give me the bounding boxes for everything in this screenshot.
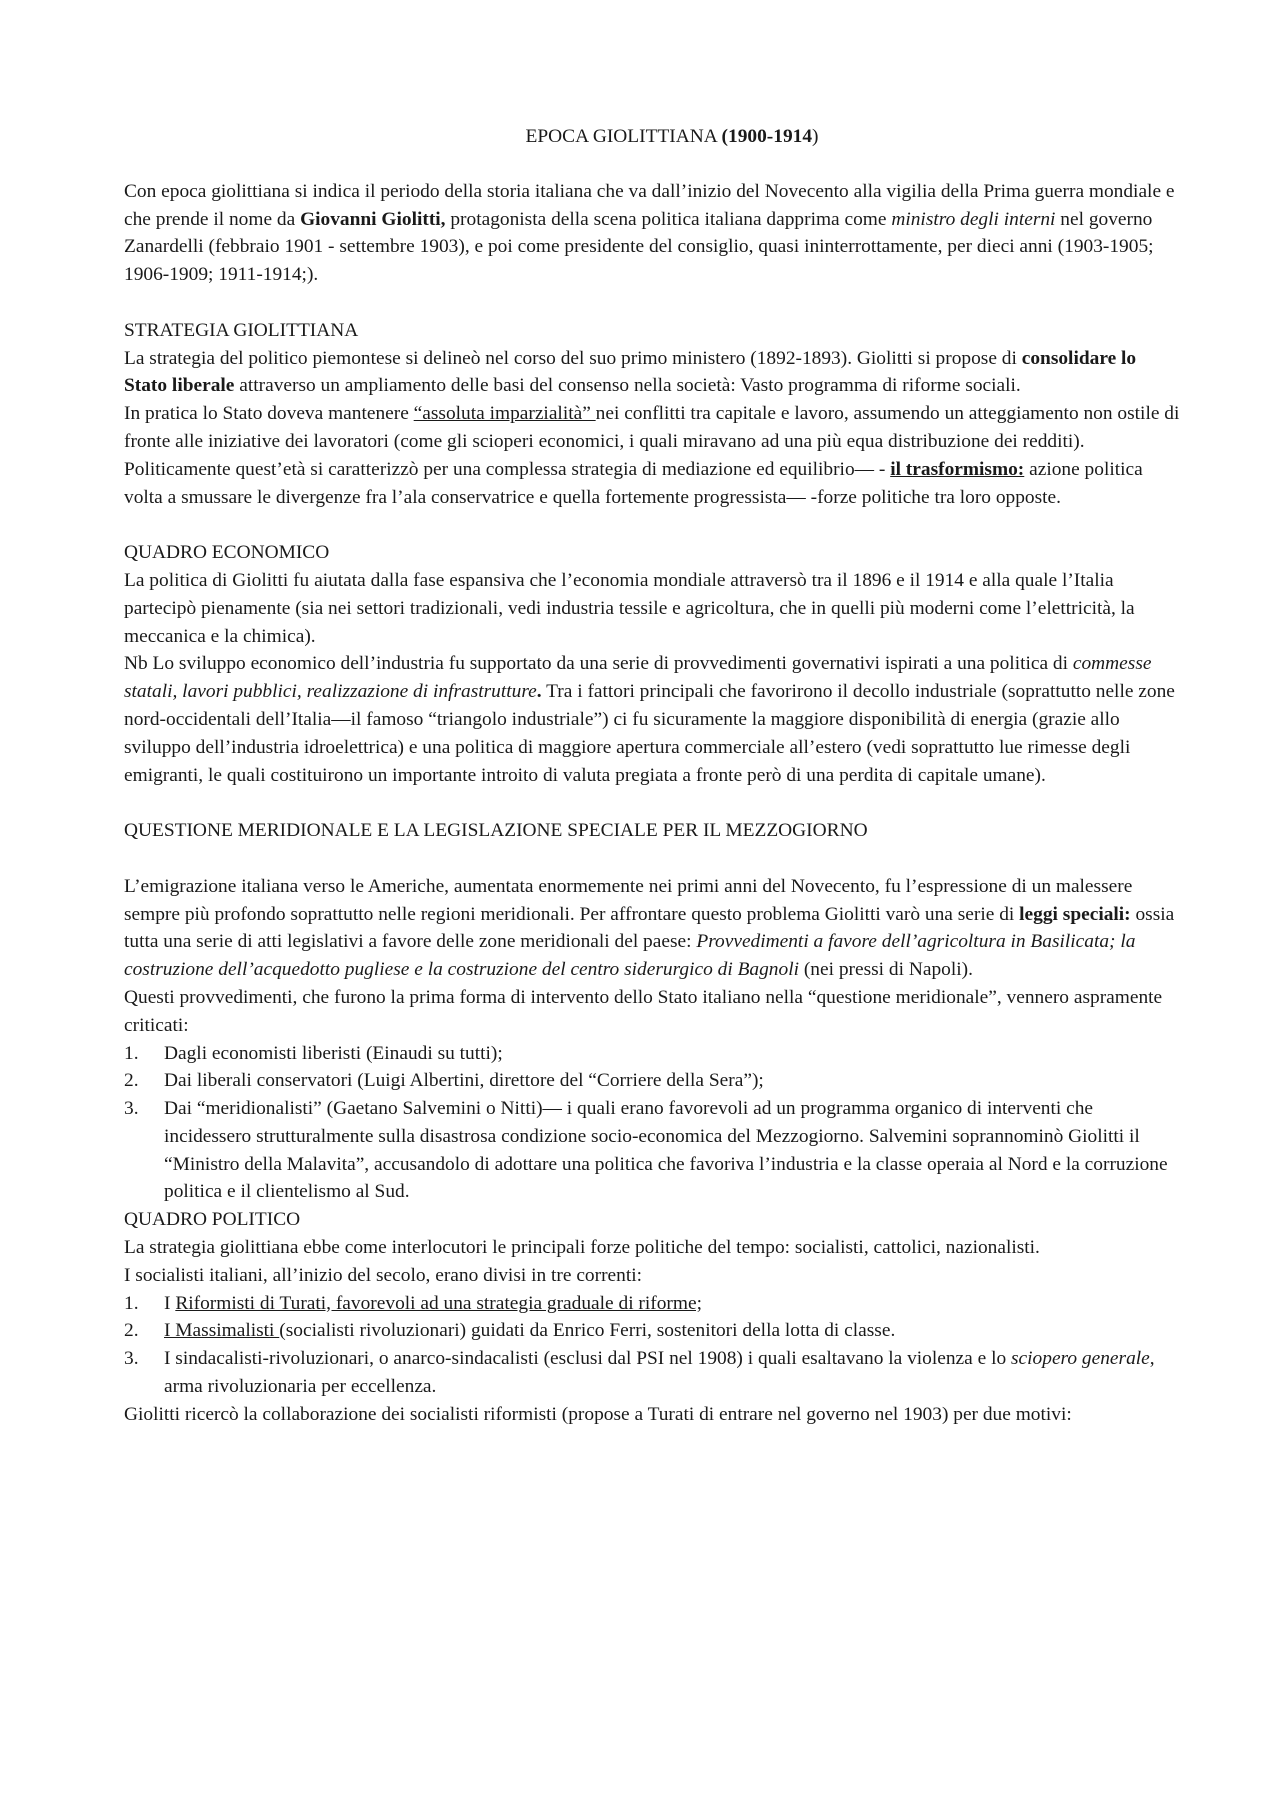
heading-politico: QUADRO POLITICO bbox=[124, 1209, 301, 1231]
list-number: 3. bbox=[124, 1098, 139, 1120]
intro-italic-ministro: ministro degli interni bbox=[891, 208, 1056, 230]
meridionale-p1-bold: leggi speciali: bbox=[1019, 903, 1131, 925]
list-item bbox=[124, 1317, 1180, 1345]
strategia-paragraph-1 bbox=[124, 345, 1180, 401]
currents-list bbox=[124, 1290, 1180, 1401]
strategia-p2-text-1: In pratica lo Stato doveva mantenere bbox=[124, 403, 414, 425]
heading-meridionale: QUESTIONE MERIDIONALE E LA LEGISLAZIONE SPECIALE PER IL MEZZOGIORNO bbox=[124, 820, 868, 842]
strategia-p2-text-2: nei conflitti tra capitale e lavoro, assumendo un atteggiamento non ostile di fronte alle iniziative dei lavoratori (come gli scioperi economici, i quali miravano ad una più equa distribuzione dei redditi). bbox=[124, 403, 1180, 452]
list-item-text-2: , arma rivoluzionaria per eccellenza. bbox=[164, 1348, 1155, 1398]
title-close: ) bbox=[812, 126, 819, 147]
politico-paragraph-2: I socialisti italiani, all’inizio del secolo, erano divisi in tre correnti: bbox=[124, 1264, 643, 1286]
politico-paragraph-3: Giolitti ricercò la collaborazione dei socialisti riformisti (propose a Turati di entrare nel governo nel 1903) per due motivi: bbox=[124, 1403, 1072, 1425]
intro-text-3: nel governo Zanardelli (febbraio 1901 - settembre 1903), e poi come presidente del consiglio, quasi ininterrottamente, per dieci anni (1903-1905; 1906-1909; 1911-1914;). bbox=[124, 208, 1154, 286]
list-item bbox=[124, 1345, 1180, 1401]
list-item bbox=[124, 1067, 1180, 1095]
list-item bbox=[124, 1290, 1180, 1318]
list-number: 3. bbox=[124, 1348, 139, 1370]
economico-p2-text-2: Tra i fattori principali che favorirono il decollo industriale (soprattutto nelle zone nord-occidentali dell’Italia—il famoso “triangolo industriale”) ci fu sicuramente la maggiore disponibilità di energia (grazie allo sviluppo dell’industria idroelettrica) e una politica di maggiore apertura commerciale all’estero (vedi soprattutto lue rimesse degli emigranti, le quali costituirono un importante introito di valuta pregiata a fronte però di una perdita di capitale umane). bbox=[124, 681, 1175, 786]
spacer bbox=[124, 789, 1180, 817]
list-item-text: Dagli economisti liberisti (Einaudi su tutti); bbox=[164, 1042, 503, 1064]
economico-paragraph-2 bbox=[124, 650, 1180, 789]
politico-paragraph-1: La strategia giolittiana ebbe come interlocutori le principali forze politiche del tempo: socialisti, cattolici, nazionalisti. bbox=[124, 1237, 1040, 1259]
list-item-text: Dai “meridionalisti” (Gaetano Salvemini o Nitti)— i quali erano favorevoli ad un programma organico di interventi che incidessero strutturalmente sulla disastrosa condizione socio-economica del Mezzogiorno. Salvemini soprannominò Giolitti il “Ministro della Malavita”, accusandolo di adottare una politica che favoriva l’industria e la classe operaia al Nord e la corruzione politica e il clientelismo al Sud. bbox=[164, 1098, 1168, 1203]
meridionale-paragraph-2: Questi provvedimenti, che furono la prima forma di intervento dello Stato italiano nella “questione meridionale”, vennero aspramente criticati: bbox=[124, 986, 1163, 1036]
intro-paragraph bbox=[124, 178, 1180, 289]
list-item-underline: Riformisti di Turati, favorevoli ad una strategia graduale di riforme; bbox=[175, 1292, 702, 1314]
list-item-text: (socialisti rivoluzionari) guidati da Enrico Ferri, sostenitori della lotta di classe. bbox=[279, 1320, 896, 1342]
spacer bbox=[124, 511, 1180, 539]
strategia-paragraph-3 bbox=[124, 456, 1180, 512]
list-number: 2. bbox=[124, 1070, 139, 1092]
list-item-underline: I Massimalisti bbox=[164, 1320, 280, 1342]
strategia-p3-bold-underline: il trasformismo: bbox=[890, 458, 1025, 480]
list-item bbox=[124, 1095, 1180, 1206]
economico-p2-italic: commesse statali, lavori pubblici, realizzazione di infrastrutture bbox=[124, 653, 1152, 703]
heading-economico: QUADRO ECONOMICO bbox=[124, 542, 330, 564]
meridionale-p1-text-2: ossia tutta una serie di atti legislativi a favore delle zone meridionali del paese: bbox=[124, 903, 1175, 953]
heading-strategia: STRATEGIA GIOLITTIANA bbox=[124, 319, 359, 341]
strategia-p3-text-2: azione politica volta a smussare le divergenze fra l’ala conservatrice e quella fortemente progressista— -forze politiche tra loro opposte. bbox=[124, 458, 1143, 508]
title-main: EPOCA GIOLITTIANA bbox=[525, 126, 722, 147]
list-item bbox=[124, 1040, 1180, 1068]
list-item-italic: sciopero generale bbox=[1011, 1348, 1150, 1370]
intro-text-1: Con epoca giolittiana si indica il periodo della storia italiana che va dall’inizio del Novecento alla vigilia della Prima guerra mondiale e che prende il nome da bbox=[124, 180, 1175, 230]
meridionale-paragraph-1 bbox=[124, 873, 1180, 984]
title-years: (1900-1914 bbox=[721, 126, 813, 147]
list-item-text: I bbox=[164, 1292, 176, 1314]
document-title bbox=[124, 123, 1180, 151]
spacer bbox=[124, 289, 1180, 317]
strategia-p3-text-1: Politicamente quest’età si caratterizzò per una complessa strategia di mediazione ed equilibrio— - bbox=[124, 458, 891, 480]
economico-p2-text-1: Nb Lo sviluppo economico dell’industria fu supportato da una serie di provvedimenti governativi ispirati a una politica di bbox=[124, 653, 1073, 675]
economico-paragraph-1: La politica di Giolitti fu aiutata dalla fase espansiva che l’economia mondiale attraversò tra il 1896 e il 1914 e alla quale l’Italia partecipò pienamente (sia nei settori tradizionali, vedi industria tessile e agricoltura, che in quelli più moderni come l’elettricità, la meccanica e la chimica). bbox=[124, 569, 1135, 647]
list-number: 1. bbox=[124, 1042, 139, 1064]
intro-text-2: protagonista della scena politica italiana dapprima come bbox=[445, 208, 892, 230]
spacer bbox=[124, 845, 1180, 873]
economico-p2-bold-dot: . bbox=[536, 681, 542, 703]
strategia-p2-underline: “assoluta imparzialità” bbox=[413, 403, 596, 425]
critics-list bbox=[124, 1040, 1180, 1207]
intro-bold-giolitti: Giovanni Giolitti, bbox=[300, 208, 446, 230]
strategia-p1-bold: consolidare lo Stato liberale bbox=[124, 347, 1137, 397]
list-number: 1. bbox=[124, 1292, 139, 1314]
meridionale-p1-text-1: L’emigrazione italiana verso le Americhe, aumentata enormemente nei primi anni del Novecento, fu l’espressione di un malessere sempre più profondo soprattutto nelle regioni meridionali. Per affrontare questo problema Giolitti varò una serie di bbox=[124, 875, 1133, 925]
list-item-text: Dai liberali conservatori (Luigi Albertini, direttore del “Corriere della Sera”); bbox=[164, 1070, 764, 1092]
strategia-p1-text-1: La strategia del politico piemontese si delineò nel corso del suo primo ministero (1892-1893). Giolitti si propose di bbox=[124, 347, 1022, 369]
strategia-paragraph-2 bbox=[124, 400, 1180, 456]
list-item-text: I sindacalisti-rivoluzionari, o anarco-sindacalisti (esclusi dal PSI nel 1908) i quali esaltavano la violenza e lo bbox=[164, 1348, 1012, 1370]
meridionale-p1-italic: Provvedimenti a favore dell’agricoltura in Basilicata; la costruzione dell’acquedotto pugliese e la costruzione del centro siderurgico di Bagnoli bbox=[124, 931, 1136, 981]
meridionale-p1-text-3: (nei pressi di Napoli). bbox=[798, 959, 973, 981]
strategia-p1-text-2: attraverso un ampliamento delle basi del consenso nella società: Vasto programma di riforme sociali. bbox=[234, 375, 1021, 397]
list-number: 2. bbox=[124, 1320, 139, 1342]
